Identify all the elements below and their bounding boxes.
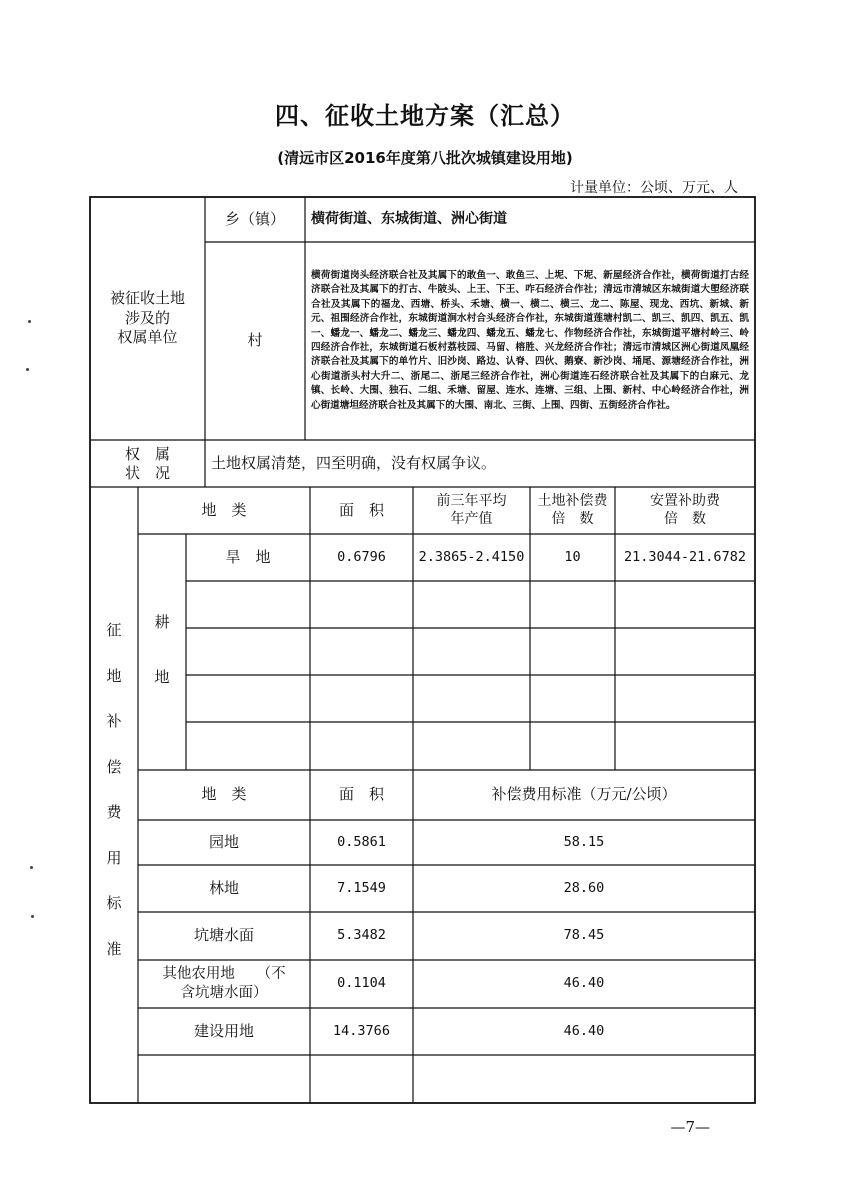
comp-side-label bbox=[90, 590, 138, 990]
row-land-type: 建设用地 bbox=[193, 1021, 254, 1040]
row-area: 0.5861 bbox=[337, 833, 386, 850]
side-char: 标 bbox=[106, 894, 122, 912]
dry-land-land-mult: 10 bbox=[564, 548, 581, 565]
dry-land-type: 旱 地 bbox=[225, 547, 271, 566]
side-char: 偿 bbox=[106, 757, 122, 776]
scan-speck bbox=[31, 915, 34, 918]
side-char: 费 bbox=[106, 803, 122, 821]
dry-land-avg-output: 2.3865-2.4150 bbox=[418, 548, 525, 565]
dry-land-resettle-mult: 21.3044-21.6782 bbox=[624, 548, 746, 565]
side-char: 准 bbox=[106, 939, 122, 958]
row-land-type: 园地 bbox=[208, 832, 239, 851]
village-label: 村 bbox=[247, 331, 263, 350]
scan-speck bbox=[30, 866, 33, 869]
row-area: 0.1104 bbox=[337, 975, 386, 992]
town-value: 横荷街道、东城街道、洲心街道 bbox=[311, 211, 507, 228]
side-char: 征 bbox=[106, 621, 122, 639]
scan-speck bbox=[28, 320, 31, 323]
row-standard: 58.15 bbox=[563, 833, 605, 850]
scan-speck bbox=[26, 368, 29, 371]
row-standard: 28.60 bbox=[563, 879, 605, 896]
side-char: 补 bbox=[106, 712, 122, 730]
side-char: 用 bbox=[106, 848, 122, 867]
header2-land-type: 地 类 bbox=[201, 785, 247, 804]
row-land-type: 坑塘水面 bbox=[193, 926, 254, 945]
measurement-unit: 计量单位：公顷、万元、人 bbox=[570, 180, 738, 196]
page-number: —7— bbox=[670, 1118, 710, 1136]
town-label: 乡（镇） bbox=[224, 209, 285, 228]
ownership-header: 被征收土地 涉及的 权属单位 bbox=[109, 289, 185, 347]
page-title: 四、征收土地方案（汇总） bbox=[275, 102, 575, 130]
row-standard: 46.40 bbox=[563, 1022, 605, 1039]
row-land-type: 其他农用地 （不 含坑塘水面） bbox=[162, 966, 286, 1001]
status-label: 权 属 状 况 bbox=[124, 444, 170, 482]
row-area: 5.3482 bbox=[337, 927, 386, 944]
header-avg-output: 前三年平均 年产值 bbox=[436, 493, 507, 527]
header-land-mult: 土地补偿费 倍 数 bbox=[537, 493, 608, 527]
header-land-type: 地 类 bbox=[201, 500, 247, 519]
village-value: 横荷街道岗头经济联合社及其属下的敢鱼一、敢鱼三、上坭、下坭、新屋经济合作社，横荷街道打古经济联合社及其属下的打古、牛陂头、上王、下王、咋石经济合作社；清远市清城区东城街道大塱经济联合社及其属下的福龙、西塘、桥头、禾塘、横一、横二、横三、龙二、陈屋、现龙、西坑、新城、新元、祖围经济合作社，东城街道涧水村合头经济合作社，东城街道莲塘村凯二、凯三、凯四、凯五、凯一、蟠龙一、蟠龙二、蟠龙三、蟠龙四、蟠龙五、蟠龙七、作物经济合作社，东城街道平塘村岭三、岭四经济合作社，东城街道石板村荔枝园、马留、榕胜、兴龙经济合作社；清远市清城区洲心街道凤凰经济联合社及其属下的单竹片、旧沙岗、路边、认脊、四伙、鹅寮、新沙岗、埇尾、源塘经济合作社，洲心街道浙头村大升二、浙尾二、浙尾三经济合作社，洲心街道连石经济联合社及其属下的白麻元、龙镇、长岭、大围、独石、二组、禾塘、留屋、连水、连塘、三组、上围、新村、中心岭经济合作社，洲心街道塘坦经济联合社及其属下的大围、南北、三街、上围、四街、五街经济合作社。 bbox=[311, 270, 749, 411]
farm-char: 地 bbox=[154, 668, 170, 686]
row-standard: 46.40 bbox=[563, 975, 605, 992]
row-standard: 78.45 bbox=[563, 927, 605, 944]
row-area: 7.1549 bbox=[337, 879, 386, 896]
farm-char: 耕 bbox=[154, 612, 170, 631]
side-char: 地 bbox=[106, 666, 122, 685]
row-land-type: 林地 bbox=[208, 878, 239, 897]
header-area: 面 积 bbox=[338, 500, 384, 519]
header-resettle-mult: 安置补助费 倍 数 bbox=[650, 493, 720, 527]
farmland-label bbox=[138, 580, 186, 720]
header2-standard: 补偿费用标准（万元/公顷） bbox=[491, 785, 677, 804]
dry-land-area: 0.6796 bbox=[337, 548, 386, 565]
header2-area: 面 积 bbox=[338, 785, 384, 804]
status-value: 土地权属清楚，四至明确，没有权属争议。 bbox=[211, 453, 497, 472]
page-subtitle: (清远市区2016年度第八批次城镇建设用地) bbox=[277, 149, 573, 167]
row-area: 14.3766 bbox=[333, 1022, 390, 1039]
